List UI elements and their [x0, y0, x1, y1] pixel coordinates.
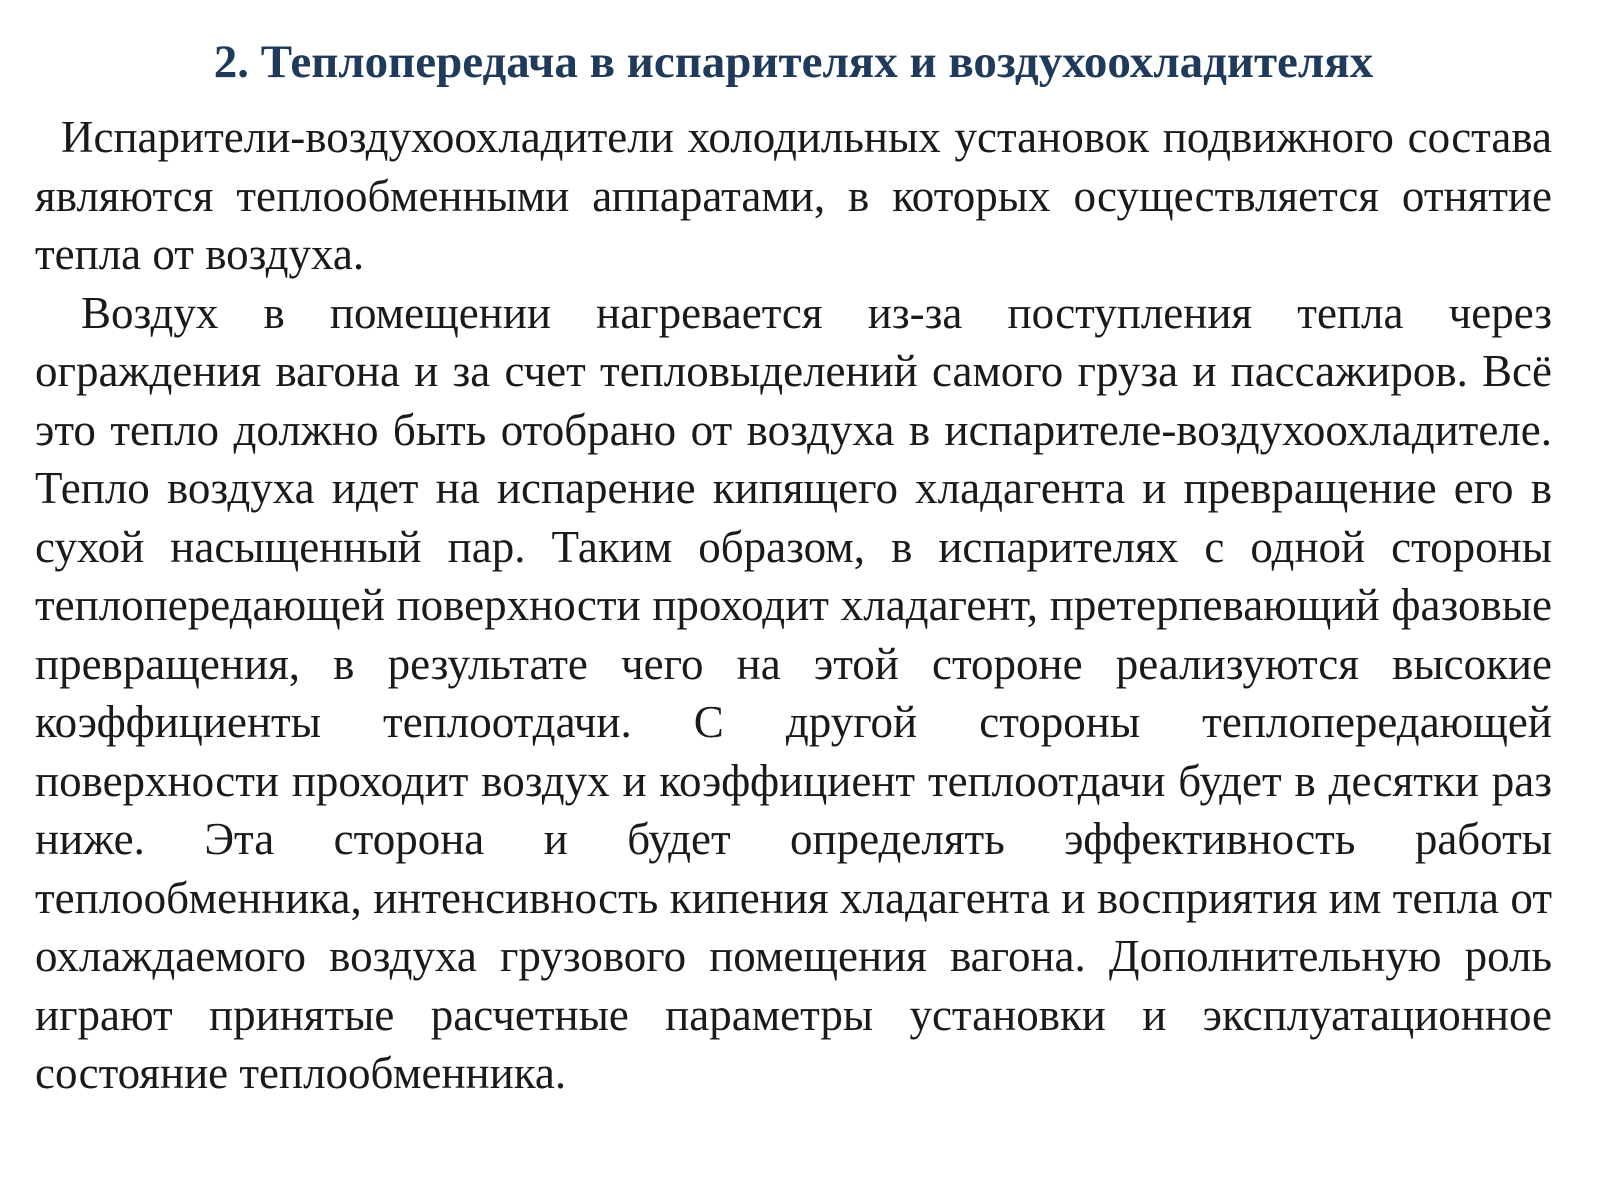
body-text — [35, 108, 1552, 1103]
paragraph-main: Воздух в помещении нагревается из-за поступления тепла через ограждения вагона и за счет тепловыделений самого груза и пассажиров. Всё это тепло должно быть отобрано от воздуха в испарителе-воздухоохладителе. Тепло воздуха идет на испарение кипящего хладагента и превращение его в сухой насыщенный пар. Таким образом, в испарителях с одной стороны теплопередающей поверхности проходит хладагент, претерпевающий фазовые превращения, в результате чего на этой стороне реализуются высокие коэффициенты теплоотдачи. С другой стороны теплопередающей поверхности проходит воздух и коэффициент теплоотдачи будет в десятки раз ниже. Эта сторона и будет определять эффективность работы теплообменника, интенсивность кипения хладагента и восприятия им тепла от охлаждаемого воздуха грузового помещения вагона. Дополнительную роль играют принятые расчетные параметры установки и эксплуатационное состояние теплообменника. — [35, 287, 1552, 1098]
page-title: 2. Теплопередача в испарителях и воздухоохладителях — [213, 36, 1374, 88]
paragraph-intro: Испарители-воздухоохладители холодильных установок подвижного состава являются теплообменными аппаратами, в которых осуществляется отнятие тепла от воздуха. — [35, 112, 1552, 279]
